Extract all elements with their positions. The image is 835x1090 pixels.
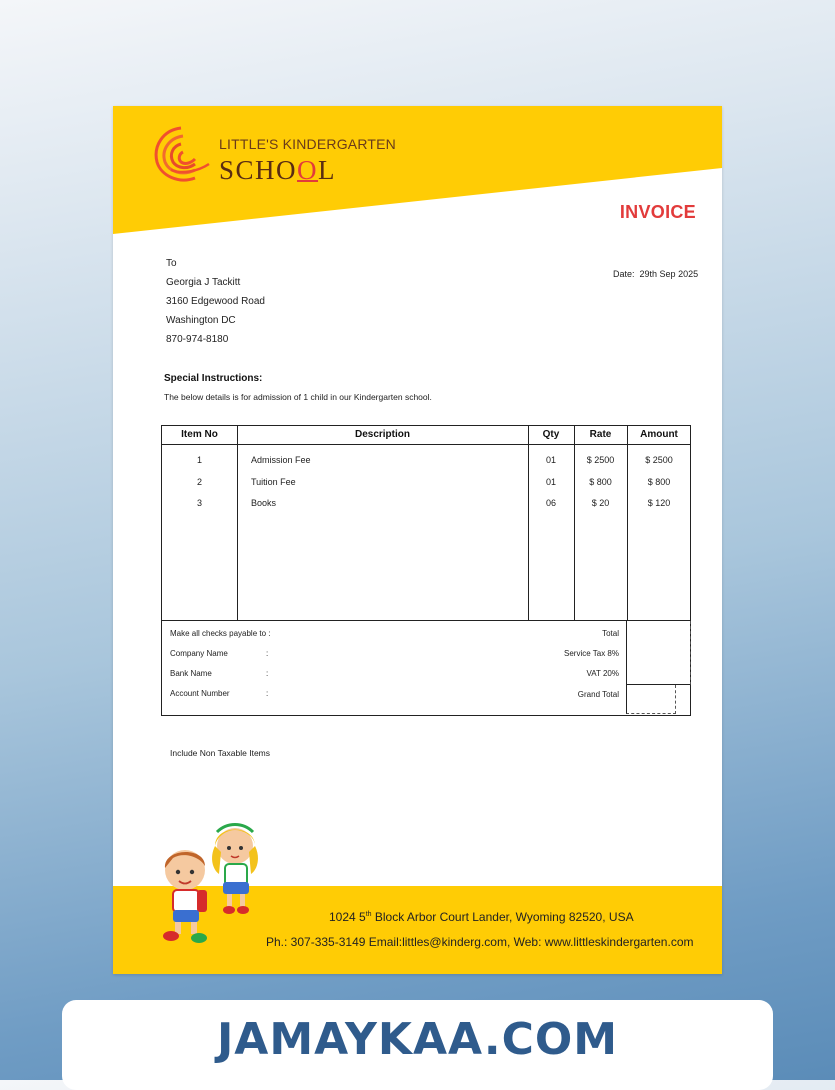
school-subtitle: LITTLE'S KINDERGARTEN — [219, 136, 396, 152]
item-description: Admission Fee — [251, 455, 311, 465]
header-divider — [162, 444, 690, 445]
item-no: 3 — [196, 498, 202, 508]
header-description: Description — [354, 429, 410, 440]
table-row — [162, 477, 690, 497]
brand-text: JAMAYKAA.COM — [216, 1014, 619, 1065]
items-table — [161, 425, 691, 621]
totals-value-box — [626, 621, 691, 685]
company-name-label: Company Name — [170, 649, 228, 658]
account-number-label: Account Number — [170, 689, 230, 698]
item-amount: $ 2500 — [645, 455, 673, 465]
item-description: Tuition Fee — [251, 477, 296, 487]
company-name-colon: : — [266, 649, 269, 658]
recipient-block — [166, 254, 265, 349]
special-instructions-title: Special Instructions: — [164, 373, 263, 384]
item-qty: 06 — [545, 498, 556, 508]
item-description: Books — [251, 498, 277, 508]
school-address — [329, 910, 634, 924]
invoice-date — [613, 269, 698, 279]
table-row — [162, 498, 690, 518]
recipient-name: Georgia J Tackitt — [166, 277, 241, 288]
item-rate: $ 20 — [591, 498, 610, 508]
address-part1: 1024 5 — [329, 910, 366, 924]
item-no: 2 — [196, 477, 202, 487]
date-label: Date: — [613, 269, 635, 279]
to-label: To — [166, 258, 177, 269]
grand-total-value-box — [626, 685, 676, 714]
item-rate: $ 2500 — [586, 455, 615, 465]
brand-banner — [62, 1000, 773, 1090]
invoice-page — [113, 106, 722, 974]
school-name-part1: SCHO — [219, 155, 298, 185]
account-number-colon: : — [266, 689, 269, 698]
school-logo-icon — [151, 124, 213, 186]
school-contact: Ph.: 307-335-3149 Email:littles@kinderg.com, Web: www.littleskindergarten.com — [266, 935, 694, 949]
item-amount: $ 800 — [647, 477, 671, 487]
total-label: Total — [602, 629, 619, 638]
school-name-o: O — [297, 155, 319, 185]
special-instructions-text: The below details is for admission of 1 child in our Kindergarten school. — [164, 392, 432, 402]
address-part2: Block Arbor Court Lander, Wyoming 82520, USA — [371, 910, 634, 924]
bank-name-colon: : — [266, 669, 269, 678]
bank-name-label: Bank Name — [170, 669, 212, 678]
school-name — [219, 155, 336, 186]
item-rate: $ 800 — [589, 477, 612, 487]
item-amount: $ 120 — [647, 498, 671, 508]
header-qty: Qty — [542, 429, 560, 440]
recipient-phone: 870-974-8180 — [166, 334, 229, 345]
item-qty: 01 — [545, 477, 556, 487]
recipient-city: Washington DC — [166, 315, 236, 326]
item-qty: 01 — [545, 455, 556, 465]
school-name-part2: L — [318, 155, 337, 185]
table-row — [162, 455, 690, 475]
date-value: 29th Sep 2025 — [639, 269, 699, 279]
header-item-no: Item No — [181, 429, 218, 440]
checks-payable-label: Make all checks payable to : — [170, 629, 271, 638]
invoice-title: INVOICE — [619, 202, 696, 222]
item-no: 1 — [196, 455, 202, 465]
vat-label: VAT 20% — [586, 669, 619, 678]
payment-summary — [161, 621, 691, 716]
service-tax-label: Service Tax 8% — [564, 649, 619, 658]
kids-illustration — [143, 818, 273, 948]
grand-total-label: Grand Total — [577, 690, 619, 699]
header-rate: Rate — [589, 429, 612, 440]
header-amount: Amount — [640, 429, 678, 440]
non-taxable-note: Include Non Taxable Items — [170, 748, 271, 758]
recipient-street: 3160 Edgewood Road — [166, 296, 265, 307]
address-sup: th — [365, 911, 372, 918]
